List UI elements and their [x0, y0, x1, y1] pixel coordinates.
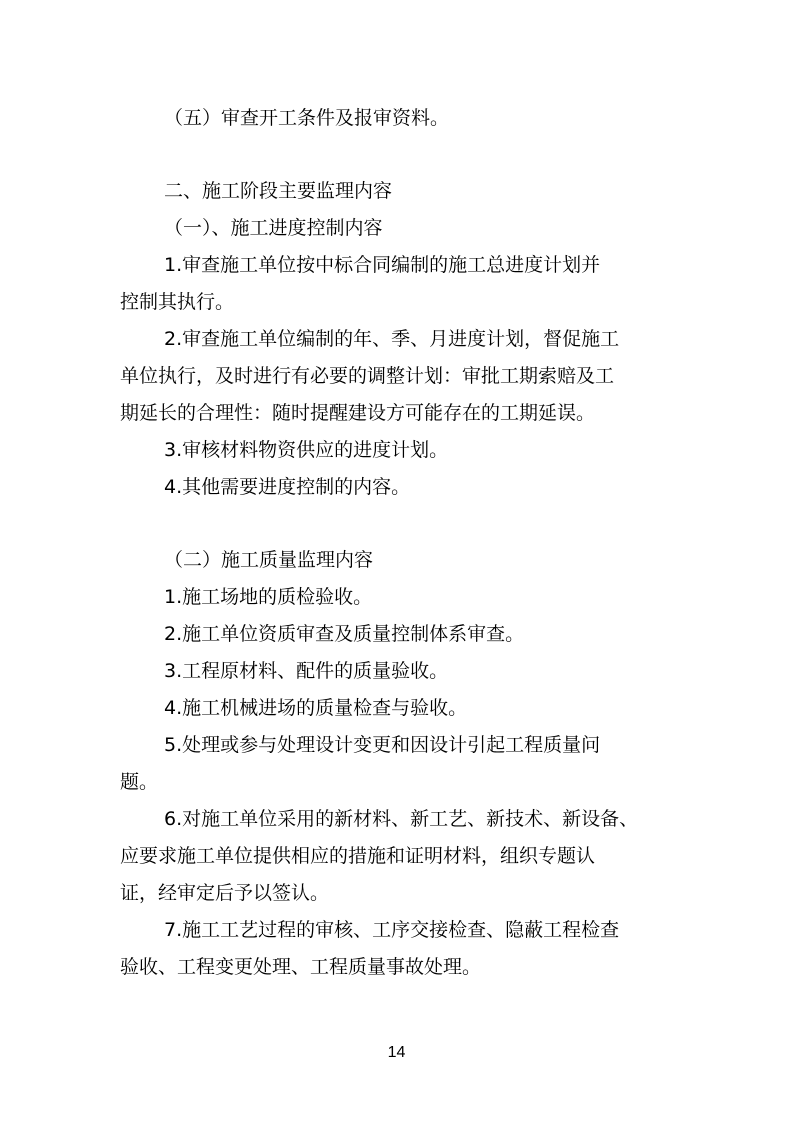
paragraph-line: 2.审查施工单位编制的年、季、月进度计划，督促施工: [164, 328, 620, 350]
paragraph-line: 题。: [120, 771, 159, 793]
paragraph-line: 5.处理或参与处理设计变更和因设计引起工程质量问: [164, 734, 601, 756]
paragraph-line: 期延长的合理性：随时提醒建设方可能存在的工期延误。: [120, 402, 596, 424]
paragraph-line: 控制其执行。: [120, 291, 235, 313]
page-number: 14: [387, 1044, 406, 1061]
paragraph-line: 应要求施工单位提供相应的措施和证明材料，组织专题认: [120, 845, 596, 867]
paragraph-line: 1.审查施工单位按中标合同编制的施工总进度计划并: [164, 254, 601, 276]
paragraph-line: 4.其他需要进度控制的内容。: [164, 476, 411, 498]
paragraph-line: 7.施工工艺过程的审核、工序交接检查、隐蔽工程检查: [164, 919, 620, 941]
subsection-one-heading: （一）、施工进度控制内容: [164, 217, 383, 239]
subsection-two-heading: （二）施工质量监理内容: [164, 549, 374, 571]
document-body: [120, 100, 672, 986]
spacer: [120, 506, 672, 542]
spacer: [120, 137, 672, 173]
paragraph-line: 2.施工单位资质审查及质量控制体系审查。: [164, 623, 525, 645]
paragraph-line: 验收、工程变更处理、工程质量事故处理。: [120, 956, 482, 978]
section-five-heading: （五）审查开工条件及报审资料。: [164, 107, 450, 129]
section-two-heading: 二、施工阶段主要监理内容: [164, 180, 393, 202]
paragraph-line: 1.施工场地的质检验收。: [164, 586, 373, 608]
paragraph-line: 6.对施工单位采用的新材料、新工艺、新技术、新设备、: [164, 808, 639, 830]
paragraph-line: 3.审核材料物资供应的进度计划。: [164, 439, 449, 461]
paragraph-line: 4.施工机械进场的质量检查与验收。: [164, 697, 468, 719]
paragraph-line: 3.工程原材料、配件的质量验收。: [164, 660, 449, 682]
paragraph-line: 证，经审定后予以签认。: [120, 882, 330, 904]
paragraph-line: 单位执行，及时进行有必要的调整计划：审批工期索赔及工: [120, 365, 615, 387]
